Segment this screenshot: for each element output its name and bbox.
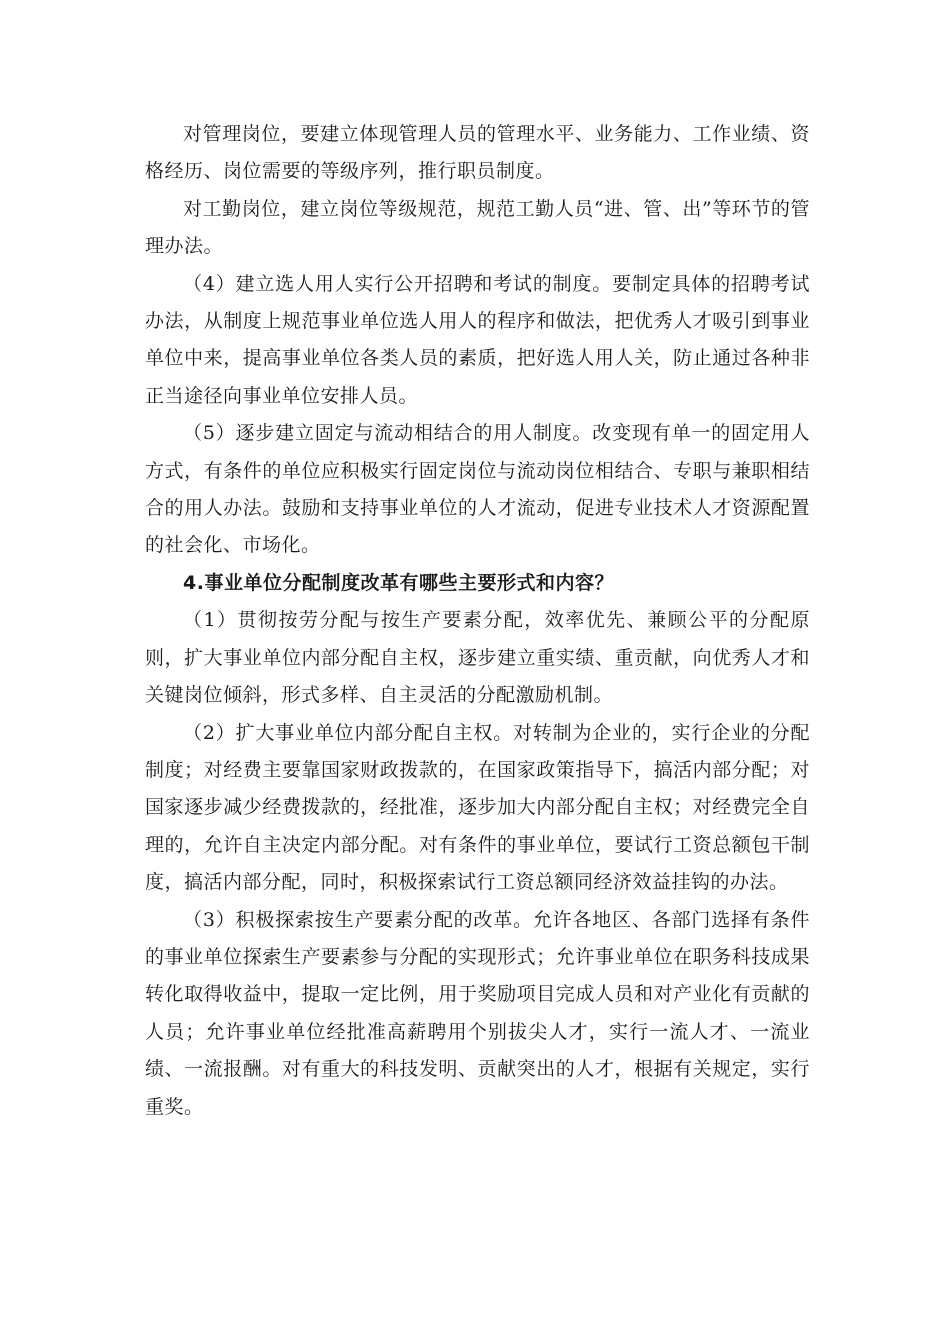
paragraph-management-posts: 对管理岗位，要建立体现管理人员的管理水平、业务能力、工作业绩、资格经历、岗位需要的等级序列，推行职员制度。 <box>145 123 810 183</box>
paragraph-item-4: （4）建立选人用人实行公开招聘和考试的制度。要制定具体的招聘考试办法，从制度上规范事业单位选人用人的程序和做法，把优秀人才吸引到事业单位中来，提高事业单位各类人员的素质，把好选人用人关，防止通过各种非正当途径向事业单位安排人员。 <box>145 272 810 407</box>
paragraph-distribution-2: （2）扩大事业单位内部分配自主权。对转制为企业的，实行企业的分配制度；对经费主要靠国家财政拨款的，在国家政策指导下，搞活内部分配；对国家逐步减少经费拨款的，经批准，逐步加大内部分配自主权；对经费完全自理的，允许自主决定内部分配。对有条件的事业单位，要试行工资总额包干制度，搞活内部分配，同时，积极探索试行工资总额同经济效益挂钩的办法。 <box>145 721 810 894</box>
paragraph-item-5: （5）逐步建立固定与流动相结合的用人制度。改变现有单一的固定用人方式，有条件的单位应积极实行固定岗位与流动岗位相结合、专职与兼职相结合的用人办法。鼓励和支持事业单位的人才流动，促进专业技术人才资源配置的社会化、市场化。 <box>145 422 810 557</box>
section-heading: 4.事业单位分配制度改革有哪些主要形式和内容？ <box>183 571 614 594</box>
document-body <box>145 116 810 1126</box>
paragraph-service-posts: 对工勤岗位，建立岗位等级规范，规范工勤人员“进、管、出”等环节的管理办法。 <box>145 197 810 258</box>
paragraph-distribution-1: （1）贯彻按劳分配与按生产要素分配，效率优先、兼顾公平的分配原则，扩大事业单位内部分配自主权，逐步建立重实绩、重贡献，向优秀人才和关键岗位倾斜，形式多样、自主灵活的分配激励机制。 <box>145 609 810 707</box>
paragraph-distribution-3: （3）积极探索按生产要素分配的改革。允许各地区、各部门选择有条件的事业单位探索生产要素参与分配的实现形式；允许事业单位在职务科技成果转化取得收益中，提取一定比例，用于奖励项目完成人员和对产业化有贡献的人员；允许事业单位经批准高薪聘用个别拔尖人才，实行一流人才、一流业绩、一流报酬。对有重大的科技发明、贡献突出的人才，根据有关规定，实行重奖。 <box>145 908 810 1118</box>
